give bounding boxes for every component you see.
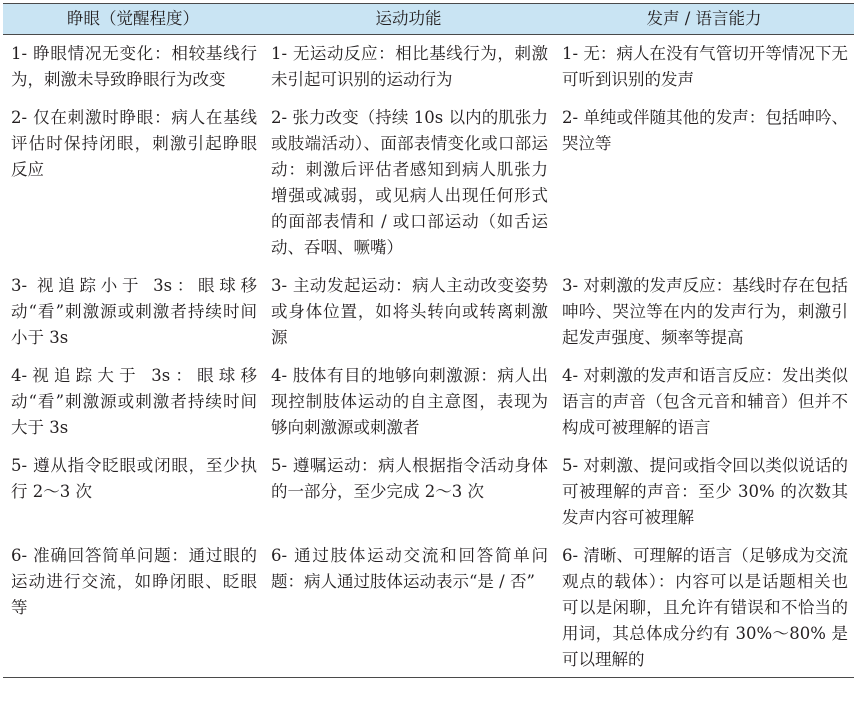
cell-motor-level-3: 3- 主动发起运动：病人主动改变姿势或身体位置，如将头转向或转离刺激源 [271,276,548,347]
cell-motor-level-4: 4- 肢体有目的地够向刺激源：病人出现控制肢体运动的自主意图，表现为够向刺激源或刺激者 [271,366,548,437]
cell-eye-level-5: 5- 遵从指令眨眼或闭眼，至少执行 2～3 次 [11,456,257,501]
cell-motor-level-1: 1- 无运动反应：相比基线行为，刺激未引起可识别的运动行为 [271,44,548,89]
cell-motor-level-2: 2- 张力改变（持续 10s 以内的肌张力或肢端活动）、面部表情变化或口部运动：刺激后评估者感知到病人肌张力增强或减弱，或见病人出现任何形式的面部表情和 / 或口部运动（如舌运动、吞咽、噘嘴） [271,108,548,257]
cell-eye-level-1: 1- 睁眼情况无变化：相较基线行为，刺激未导致睁眼行为改变 [11,44,257,89]
cell-vocal-level-2: 2- 单纯或伴随其他的发声：包括呻吟、哭泣等 [562,108,848,153]
cell-eye-level-2: 2- 仅在刺激时睁眼：病人在基线评估时保持闭眼，刺激引起睁眼反应 [11,108,257,179]
table-row [3,447,854,537]
cell-vocal-level-6: 6- 清晰、可理解的语言（足够成为交流观点的载体）：内容可以是话题相关也可以是闲聊，且允许有错误和不恰当的用词，其总体成分约有 30%～80% 是可以理解的 [554,537,854,678]
header-motor-function: 运动功能 [263,4,554,35]
assessment-table [3,3,854,678]
header-vocalization-language: 发声 / 语言能力 [554,4,854,35]
header-row [3,4,854,35]
cell-vocal-level-4: 4- 对刺激的发声和语言反应：发出类似语言的声音（包含元音和辅音）但并不构成可被理解的语言 [562,366,848,437]
table-row [3,99,854,267]
table-row [3,357,854,447]
cell-vocal-level-3: 3- 对刺激的发声反应：基线时存在包括呻吟、哭泣等在内的发声行为，刺激引起发声强度、频率等提高 [562,276,848,347]
cell-motor-level-6: 6- 通过肢体运动交流和回答简单问题：病人通过肢体运动表示“是 / 否” [263,537,554,678]
header-eye-opening: 睁眼（觉醒程度） [3,4,263,35]
cell-vocal-level-1: 1- 无：病人在没有气管切开等情况下无可听到识别的发声 [562,44,848,89]
cell-eye-level-3: 3- 视追踪小于 3s：眼球移动“看”刺激源或刺激者持续时间小于 3s [11,276,257,347]
table-row [3,267,854,357]
cell-vocal-level-5: 5- 对刺激、提问或指令回以类似说话的可被理解的声音：至少 30% 的次数其发声内容可被理解 [562,456,848,527]
table-row [3,537,854,678]
table-row [3,35,854,100]
table-body [3,35,854,678]
cell-motor-level-5: 5- 遵嘱运动：病人根据指令活动身体的一部分，至少完成 2～3 次 [271,456,548,501]
cell-eye-level-4: 4-视追踪大于 3s：眼球移动“看”刺激源或刺激者持续时间大于 3s [11,366,257,437]
cell-eye-level-6: 6- 准确回答简单问题：通过眼的运动进行交流，如睁闭眼、眨眼等 [3,537,263,678]
table-header [3,4,854,35]
